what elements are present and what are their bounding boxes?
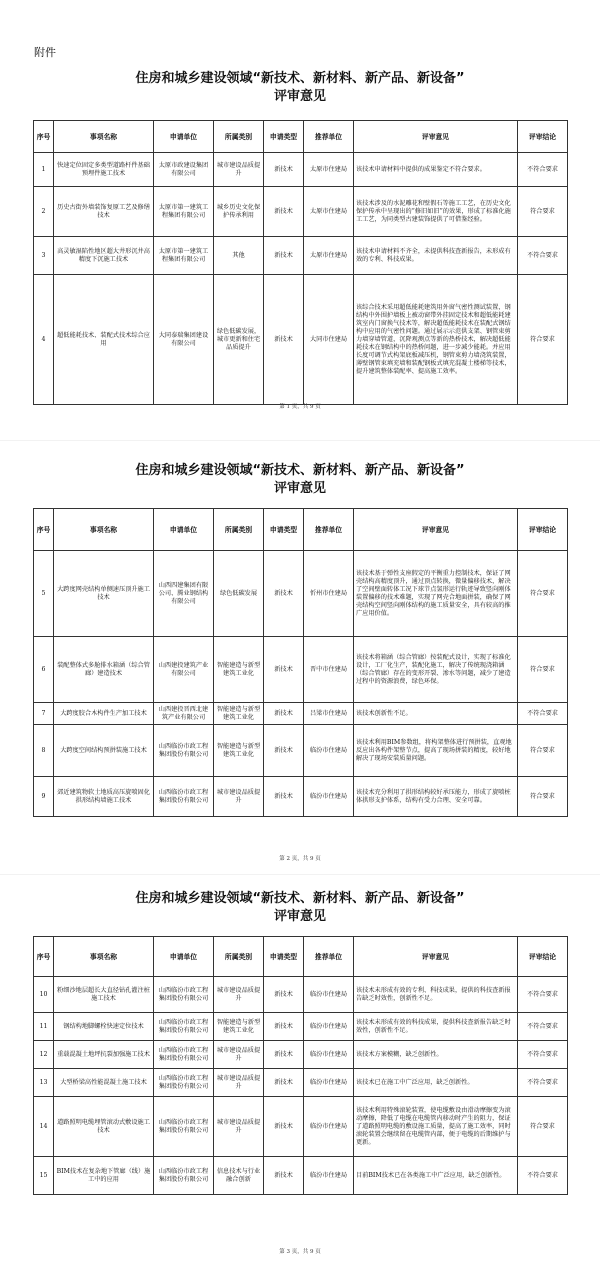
cell-apply-type: 新技术: [264, 703, 304, 725]
cell-item-name: 郊近建筑物软土地质高压旋喷固化拱形结构墙施工技术: [54, 777, 154, 817]
cell-conclusion: 符合要求: [518, 551, 568, 637]
cell-apply-type: 新技术: [264, 153, 304, 187]
cell-opinion: 该技术涉及的水泥雕花和壁假石等施工工艺，在历史文化保护传承中呈现出的“修旧如旧”的效果，形成了标准化施工工艺，为同类型古建装饰提供了可借鉴经验。: [354, 187, 518, 237]
cell-opinion: 该技术将箱涵（综合管廊）按装配式设计，实现了标准化设计，工厂化生产，装配化施工，解决了传统现浇箱涵（综合管廊）存在的变形开裂、渗水等问题，减少了建造过程中的资源浪费，绿色环保。: [354, 637, 518, 703]
cell-category: 绿色低碳发展，城市更新和住宅品质提升: [214, 275, 264, 405]
cell-applicant: 山西临汾市政工程集团股份有限公司: [154, 977, 214, 1013]
cell-recommender: 临汾市住建局: [304, 1069, 354, 1097]
cell-item-name: 道路照明电缆埋管滚动式敷设施工技术: [54, 1097, 154, 1157]
document-page-2: [0, 462, 600, 498]
cell-item-name: 超低能耗技术、装配式技术综合应用: [54, 275, 154, 405]
cell-item-name: 高灵敏湿陷性地区超大井形沉井高精度下沉施工技术: [54, 237, 154, 275]
cell-item-name: 装配整体式多舱排水箱涵（综合管廊）建造技术: [54, 637, 154, 703]
cell-apply-type: 新技术: [264, 1157, 304, 1195]
header-recommender: 推荐单位: [304, 509, 354, 551]
cell-index: 9: [34, 777, 54, 817]
cell-conclusion: 符合要求: [518, 187, 568, 237]
header-index: 序号: [34, 121, 54, 153]
page-footer-2: 第 2 页，共 9 页: [279, 856, 321, 862]
cell-index: 6: [34, 637, 54, 703]
header-apply-type: 申请类型: [264, 121, 304, 153]
cell-category: 智能建造与新型建筑工业化: [214, 725, 264, 777]
cell-conclusion: 不符合要求: [518, 237, 568, 275]
cell-conclusion: 不符合要求: [518, 1157, 568, 1195]
header-apply-type: 申请类型: [264, 509, 304, 551]
cell-opinion: 该技术基于弹性支座假定的平衡重力控制技术，保证了网壳结构高精度顶升，通过顶点转换，微量偏移技术，解决了空间壁面转体工况下球节点氢形运行轨迹导致竖向刚体装置偏移的技术难题，实现了网壳合地面拼装，确保了网壳结构空间竖向刚体结构的施工质量安全，具有较高的推广应用价值。: [354, 551, 518, 637]
header-category: 所属类别: [214, 121, 264, 153]
cell-applicant: 山西建投晋西北建筑产业有限公司: [154, 703, 214, 725]
title-line-1: 住房和城乡建设领域“新技术、新材料、新产品、新设备”: [135, 463, 465, 478]
header-item-name: 事项名称: [54, 509, 154, 551]
cell-applicant: 山西临汾市政工程集团股份有限公司: [154, 777, 214, 817]
cell-opinion: 该技术已在施工中广泛应用，缺乏创新性。: [354, 1069, 518, 1097]
header-opinion: 评审意见: [354, 121, 518, 153]
cell-category: 城市建设品质提升: [214, 153, 264, 187]
cell-opinion: 该技术未形成有效的科技成果，提供科技查新报告缺乏时效性，创新性不足。: [354, 1013, 518, 1041]
cell-recommender: 临汾市住建局: [304, 1157, 354, 1195]
cell-apply-type: 新技术: [264, 237, 304, 275]
cell-opinion: 该技术充分利用了拱形结构较好承压能力，形成了旋喷桩体拱形支护体系，结构有受力合理、安全可靠。: [354, 777, 518, 817]
cell-applicant: 太原市第一建筑工程集团有限公司: [154, 237, 214, 275]
cell-item-name: 快速定位固定多类型道路杆件基础预埋件施工技术: [54, 153, 154, 187]
cell-apply-type: 新技术: [264, 275, 304, 405]
cell-recommender: 太原市住建局: [304, 187, 354, 237]
cell-category: 其他: [214, 237, 264, 275]
cell-index: 10: [34, 977, 54, 1013]
cell-index: 7: [34, 703, 54, 725]
cell-item-name: 大跨度胶合木构件生产加工技术: [54, 703, 154, 725]
header-opinion: 评审意见: [354, 509, 518, 551]
cell-applicant: 山西临汾市政工程集团股份有限公司: [154, 725, 214, 777]
page-title: [0, 70, 600, 106]
cell-index: 2: [34, 187, 54, 237]
cell-index: 1: [34, 153, 54, 187]
cell-opinion: 该技术创新性不足。: [354, 703, 518, 725]
cell-index: 15: [34, 1157, 54, 1195]
page-separator: [0, 440, 600, 441]
cell-apply-type: 新技术: [264, 977, 304, 1013]
table-row: [34, 237, 568, 275]
cell-category: 智能建造与新型建筑工业化: [214, 1013, 264, 1041]
header-category: 所属类别: [214, 937, 264, 977]
page-title: [0, 462, 600, 498]
cell-opinion: 该技术申请材料不齐全，未提供科技查新报告，未形成有效的专利、科技成果。: [354, 237, 518, 275]
header-opinion: 评审意见: [354, 937, 518, 977]
review-table-3: [33, 936, 568, 1195]
cell-apply-type: 新技术: [264, 1041, 304, 1069]
table-row: [34, 977, 568, 1013]
header-applicant: 申请单位: [154, 937, 214, 977]
cell-recommender: 临汾市住建局: [304, 1013, 354, 1041]
cell-index: 13: [34, 1069, 54, 1097]
cell-conclusion: 符合要求: [518, 1097, 568, 1157]
cell-recommender: 临汾市住建局: [304, 777, 354, 817]
header-apply-type: 申请类型: [264, 937, 304, 977]
cell-category: 城市建设品质提升: [214, 777, 264, 817]
cell-apply-type: 新技术: [264, 1013, 304, 1041]
cell-recommender: 临汾市住建局: [304, 1041, 354, 1069]
cell-index: 8: [34, 725, 54, 777]
cell-applicant: 山西临汾市政工程集团股份有限公司: [154, 1041, 214, 1069]
table-row: [34, 1013, 568, 1041]
cell-category: 绿色低碳发展: [214, 551, 264, 637]
cell-recommender: 太原市住建局: [304, 153, 354, 187]
header-row: [34, 121, 568, 153]
page-footer-3: 第 3 页，共 9 页: [279, 1249, 321, 1255]
cell-applicant: 大同泰瑞集团建设有限公司: [154, 275, 214, 405]
cell-apply-type: 新技术: [264, 777, 304, 817]
cell-item-name: 重载混凝土地坪抗裂加强施工技术: [54, 1041, 154, 1069]
header-index: 序号: [34, 509, 54, 551]
cell-conclusion: 符合要求: [518, 637, 568, 703]
cell-category: 城市建设品质提升: [214, 1097, 264, 1157]
header-row: [34, 937, 568, 977]
table-row: [34, 703, 568, 725]
title-line-1: 住房和城乡建设领域“新技术、新材料、新产品、新设备”: [135, 71, 465, 86]
cell-item-name: 历史古街外墙装饰复原工艺及修缮技术: [54, 187, 154, 237]
cell-conclusion: 符合要求: [518, 275, 568, 405]
table-row: [34, 551, 568, 637]
header-item-name: 事项名称: [54, 937, 154, 977]
cell-category: 智能建造与新型建筑工业化: [214, 703, 264, 725]
table-row: [34, 777, 568, 817]
cell-index: 14: [34, 1097, 54, 1157]
header-applicant: 申请单位: [154, 509, 214, 551]
cell-category: 城市建设品质提升: [214, 1069, 264, 1097]
table-row: [34, 1157, 568, 1195]
title-line-2: 评审意见: [273, 909, 326, 924]
cell-opinion: 该技术利用特殊滚轮装置，使电缆敷设由滑动摩擦变为滚动摩擦，降低了电缆在电缆管内移动时产生的阻力，保证了道路照明电缆的敷设施工质量，提高了施工效率，同时滚轮装置会继续留在电缆管内部，便于电缆的后期维护与更新。: [354, 1097, 518, 1157]
table-row: [34, 187, 568, 237]
page-title: [0, 890, 600, 926]
cell-conclusion: 不符合要求: [518, 1041, 568, 1069]
cell-applicant: 山西四建集团有限公司、腾业钢结构有限公司: [154, 551, 214, 637]
table-row: [34, 637, 568, 703]
table-row: [34, 153, 568, 187]
cell-apply-type: 新技术: [264, 1097, 304, 1157]
title-line-2: 评审意见: [273, 481, 326, 496]
cell-item-name: 粉细沙地层超长大直径钻孔灌注桩施工技术: [54, 977, 154, 1013]
cell-apply-type: 新技术: [264, 551, 304, 637]
cell-recommender: 大同市住建局: [304, 275, 354, 405]
attachment-label: 附件: [34, 46, 56, 59]
review-table-1: [33, 120, 568, 405]
cell-category: 城乡历史文化保护传承利用: [214, 187, 264, 237]
cell-item-name: 大型桥梁高性能混凝土施工技术: [54, 1069, 154, 1097]
cell-opinion: 该综合技术采用超低能耗建筑用外窗气密性测试装置，钢结构中外围护墙板上被动窗带外挂固定技术和超低能耗建筑室内门窗换气技术等，解决超低能耗技术在装配式钢结构中应用的气密性问题。通过展示示范供支架、钢管束剪力墙穿墙管道，沉降观测点等新的热桥技术，解决超低能耗技术在钢结构中的热桥问题，进一步减少能耗。并应用长度可调节式构架底板减压机，钢管束剪力墙浇筑装置，薄壁钢管束填充墙和装配钢板式填充混凝土楼梯等技术，提升建筑整体装配率、提高施工效率。: [354, 275, 518, 405]
cell-conclusion: 符合要求: [518, 725, 568, 777]
header-item-name: 事项名称: [54, 121, 154, 153]
cell-applicant: 山西临汾市政工程集团股份有限公司: [154, 1097, 214, 1157]
cell-index: 5: [34, 551, 54, 637]
review-table-2: [33, 508, 568, 817]
cell-opinion: 该技术利用BIM参数组，将构架整体进行预拼装，直观地反应出各构件架整节点，提高了现场拼装的精度，较好地解决了现场安装质量问题。: [354, 725, 518, 777]
cell-opinion: 该技术申请材料中提供的成果鉴定不符合要求。: [354, 153, 518, 187]
cell-category: 智能建造与新型建筑工业化: [214, 637, 264, 703]
cell-applicant: 山西建投建筑产业有限公司: [154, 637, 214, 703]
cell-apply-type: 新技术: [264, 725, 304, 777]
cell-index: 12: [34, 1041, 54, 1069]
header-recommender: 推荐单位: [304, 937, 354, 977]
table-row: [34, 1069, 568, 1097]
cell-category: 城市建设品质提升: [214, 977, 264, 1013]
cell-apply-type: 新技术: [264, 637, 304, 703]
cell-applicant: 山西临汾市政工程集团股份有限公司: [154, 1069, 214, 1097]
header-conclusion: 评审结论: [518, 937, 568, 977]
cell-applicant: 山西临汾市政工程集团股份有限公司: [154, 1157, 214, 1195]
cell-applicant: 太原市第一建筑工程集团有限公司: [154, 187, 214, 237]
cell-recommender: 吕梁市住建局: [304, 703, 354, 725]
table-row: [34, 725, 568, 777]
cell-conclusion: 符合要求: [518, 777, 568, 817]
cell-applicant: 太原市政建设集团有限公司: [154, 153, 214, 187]
header-conclusion: 评审结论: [518, 121, 568, 153]
table-row: [34, 1041, 568, 1069]
header-recommender: 推荐单位: [304, 121, 354, 153]
cell-opinion: 该技术方案模糊，缺乏创新性。: [354, 1041, 518, 1069]
cell-conclusion: 不符合要求: [518, 153, 568, 187]
cell-applicant: 山西临汾市政工程集团股份有限公司: [154, 1013, 214, 1041]
cell-item-name: 钢结构地脚螺栓快速定位技术: [54, 1013, 154, 1041]
cell-conclusion: 不符合要求: [518, 1013, 568, 1041]
cell-conclusion: 不符合要求: [518, 703, 568, 725]
cell-apply-type: 新技术: [264, 187, 304, 237]
cell-item-name: BIM技术在复杂地下管廊（线）施工中的应用: [54, 1157, 154, 1195]
header-applicant: 申请单位: [154, 121, 214, 153]
cell-recommender: 临汾市住建局: [304, 1097, 354, 1157]
cell-conclusion: 不符合要求: [518, 1069, 568, 1097]
header-row: [34, 509, 568, 551]
cell-recommender: 临汾市住建局: [304, 725, 354, 777]
cell-item-name: 大跨度网壳结构单侧速压顶升施工技术: [54, 551, 154, 637]
header-category: 所属类别: [214, 509, 264, 551]
header-conclusion: 评审结论: [518, 509, 568, 551]
cell-index: 3: [34, 237, 54, 275]
header-index: 序号: [34, 937, 54, 977]
cell-index: 4: [34, 275, 54, 405]
document-page-3: [0, 890, 600, 926]
title-line-2: 评审意见: [273, 89, 326, 104]
page-separator: [0, 874, 600, 875]
document-page-1: [0, 70, 600, 106]
cell-index: 11: [34, 1013, 54, 1041]
table-row: [34, 1097, 568, 1157]
cell-category: 信息技术与行业融合创新: [214, 1157, 264, 1195]
cell-recommender: 太原市住建局: [304, 237, 354, 275]
cell-category: 城市建设品质提升: [214, 1041, 264, 1069]
page-footer-1: 第 1 页，共 9 页: [279, 404, 321, 410]
cell-opinion: 目前BIM技术已在各类施工中广泛应用，缺乏创新性。: [354, 1157, 518, 1195]
cell-recommender: 临汾市住建局: [304, 977, 354, 1013]
cell-opinion: 该技术未形成有效的专利、科技成果，提供的科技查新报告缺乏时效性，创新性不足。: [354, 977, 518, 1013]
table-row: [34, 275, 568, 405]
cell-recommender: 晋中市住建局: [304, 637, 354, 703]
cell-conclusion: 不符合要求: [518, 977, 568, 1013]
title-line-1: 住房和城乡建设领域“新技术、新材料、新产品、新设备”: [135, 891, 465, 906]
cell-item-name: 大跨度空间结构预拼装施工技术: [54, 725, 154, 777]
cell-recommender: 忻州市住建局: [304, 551, 354, 637]
cell-apply-type: 新技术: [264, 1069, 304, 1097]
